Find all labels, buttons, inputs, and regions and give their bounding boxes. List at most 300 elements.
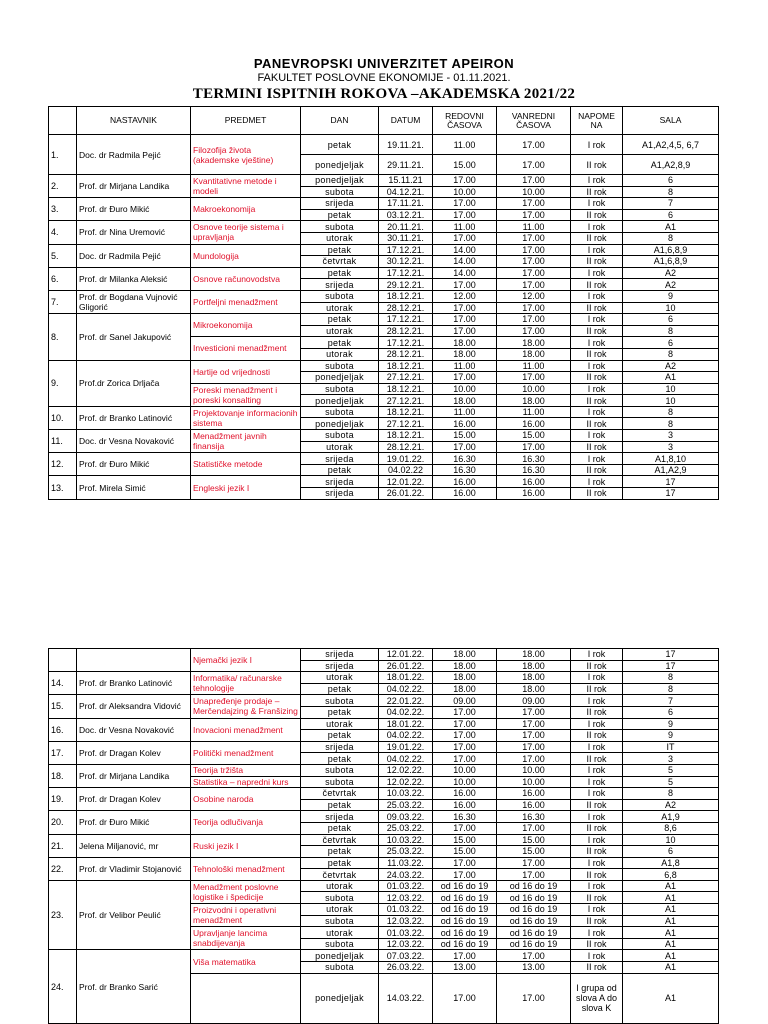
regular-time: 17.00 — [433, 325, 497, 337]
exam-term-note: I rok — [571, 135, 623, 155]
row-number: 17. — [49, 741, 77, 764]
regular-time: od 16 do 19 — [433, 880, 497, 892]
table-row — [49, 135, 719, 155]
exam-day: subota — [301, 962, 379, 974]
exam-room: A1 — [623, 892, 719, 904]
exam-room: 6 — [623, 337, 719, 349]
exam-room: IT — [623, 741, 719, 753]
regular-time: 17.00 — [433, 279, 497, 291]
exam-date: 14.03.22. — [379, 973, 433, 1023]
exam-date: 19.01.22. — [379, 453, 433, 465]
exam-date: 29.12.21. — [379, 279, 433, 291]
exam-room: A2 — [623, 360, 719, 372]
part-time-time: od 16 do 19 — [497, 880, 571, 892]
table-row — [49, 834, 719, 846]
regular-time: 16.00 — [433, 488, 497, 500]
subject-name: Ruski jezik I — [191, 834, 301, 857]
part-time-time: 10.00 — [497, 776, 571, 788]
exam-date: 28.12.21. — [379, 348, 433, 360]
exam-day: utorak — [301, 325, 379, 337]
exam-term-note: I rok — [571, 267, 623, 279]
table-row — [49, 718, 719, 730]
exam-room: A1 — [623, 938, 719, 950]
subject-name: Kvantitativne metode i modeli — [191, 175, 301, 198]
regular-time: 16.30 — [433, 453, 497, 465]
table-row — [49, 314, 719, 326]
exam-room: 8 — [623, 232, 719, 244]
subject-name: Projektovanje informacionih sistema — [191, 406, 301, 429]
row-number: 8. — [49, 314, 77, 360]
regular-time: 17.00 — [433, 950, 497, 962]
exam-room: 9 — [623, 290, 719, 302]
regular-time: 17.00 — [433, 314, 497, 326]
exam-date: 12.01.22. — [379, 649, 433, 661]
table-row — [49, 221, 719, 233]
row-number: 3. — [49, 198, 77, 221]
exam-date: 15.11.21 — [379, 175, 433, 187]
exam-day: petak — [301, 135, 379, 155]
exam-day: subota — [301, 938, 379, 950]
exam-date: 29.11.21. — [379, 155, 433, 175]
exam-date: 17.12.21. — [379, 314, 433, 326]
exam-day: petak — [301, 857, 379, 869]
exam-term-note: II rok — [571, 846, 623, 858]
row-number: 22. — [49, 857, 77, 880]
table-row — [49, 649, 719, 661]
exam-day: subota — [301, 360, 379, 372]
col-header-datum: DATUM — [379, 107, 433, 135]
exam-term-note: II rok — [571, 660, 623, 672]
exam-day: petak — [301, 464, 379, 476]
subject-name — [191, 973, 301, 1023]
exam-date: 26.03.22. — [379, 962, 433, 974]
exam-date: 03.12.21. — [379, 209, 433, 221]
exam-day: četvrtak — [301, 256, 379, 268]
part-time-time: 17.00 — [497, 857, 571, 869]
subject-name: Osnove teorije sistema i upravljanja — [191, 221, 301, 244]
table-row — [49, 857, 719, 869]
part-time-time: 16.00 — [497, 488, 571, 500]
exam-room: A2 — [623, 267, 719, 279]
row-number: 11. — [49, 430, 77, 453]
table-row — [49, 175, 719, 187]
col-header-vanredni: VANREDNI ČASOVA — [497, 107, 571, 135]
part-time-time: 17.00 — [497, 741, 571, 753]
part-time-time: 15.00 — [497, 846, 571, 858]
regular-time: od 16 do 19 — [433, 904, 497, 916]
exam-term-note: I grupa od slova A do slova K — [571, 973, 623, 1023]
exam-schedule-table-page1 — [48, 106, 719, 500]
exam-day: četvrtak — [301, 869, 379, 881]
row-number: 7. — [49, 290, 77, 313]
teacher-name: Prof. dr Branko Latinović — [77, 406, 191, 429]
col-header-sala: SALA — [623, 107, 719, 135]
exam-day: ponedjeljak — [301, 395, 379, 407]
subject-name: Menadžment javnih finansija — [191, 430, 301, 453]
subject-name: Statističke metode — [191, 453, 301, 476]
row-number: 20. — [49, 811, 77, 834]
part-time-time: 15.00 — [497, 430, 571, 442]
exam-room: 10 — [623, 395, 719, 407]
exam-day: subota — [301, 892, 379, 904]
exam-room: 17 — [623, 476, 719, 488]
row-number: 13. — [49, 476, 77, 499]
exam-room: 3 — [623, 753, 719, 765]
teacher-name: Prof. dr Milanka Aleksić — [77, 267, 191, 290]
exam-room: 6,8 — [623, 869, 719, 881]
exam-day: utorak — [301, 718, 379, 730]
row-number: 14. — [49, 672, 77, 695]
regular-time: 17.00 — [433, 753, 497, 765]
exam-day: petak — [301, 267, 379, 279]
exam-room: 10 — [623, 383, 719, 395]
exam-term-note: II rok — [571, 730, 623, 742]
exam-date: 11.03.22. — [379, 857, 433, 869]
regular-time: 10.00 — [433, 776, 497, 788]
exam-day: petak — [301, 314, 379, 326]
regular-time: od 16 do 19 — [433, 915, 497, 927]
exam-date: 04.02.22. — [379, 730, 433, 742]
exam-day: utorak — [301, 927, 379, 939]
table-row — [49, 476, 719, 488]
regular-time: 16.00 — [433, 476, 497, 488]
teacher-name: Jelena Miljanović, mr — [77, 834, 191, 857]
table-row — [49, 672, 719, 684]
row-number: 9. — [49, 360, 77, 406]
part-time-time: 18.00 — [497, 660, 571, 672]
table-row — [49, 430, 719, 442]
exam-date: 17.11.21. — [379, 198, 433, 210]
exam-date: 04.12.21. — [379, 186, 433, 198]
exam-term-note: II rok — [571, 683, 623, 695]
exam-room: 8 — [623, 788, 719, 800]
exam-term-note: I rok — [571, 314, 623, 326]
part-time-time: 18.00 — [497, 348, 571, 360]
row-number: 5. — [49, 244, 77, 267]
table-row — [49, 290, 719, 302]
exam-date: 17.12.21. — [379, 244, 433, 256]
teacher-name: Doc. dr Radmila Pejić — [77, 244, 191, 267]
row-number: 23. — [49, 880, 77, 950]
exam-date: 18.12.21. — [379, 406, 433, 418]
regular-time: 17.00 — [433, 209, 497, 221]
exam-term-note: II rok — [571, 155, 623, 175]
part-time-time: 11.00 — [497, 221, 571, 233]
part-time-time: 17.00 — [497, 314, 571, 326]
exam-term-note: I rok — [571, 880, 623, 892]
exam-date: 04.02.22 — [379, 464, 433, 476]
col-header-num — [49, 107, 77, 135]
table-row — [49, 406, 719, 418]
regular-time: 17.00 — [433, 198, 497, 210]
regular-time: 18.00 — [433, 337, 497, 349]
exam-day: srijeda — [301, 660, 379, 672]
exam-term-note: I rok — [571, 476, 623, 488]
exam-room: 8 — [623, 186, 719, 198]
exam-date: 19.11.21. — [379, 135, 433, 155]
subject-name: Engleski jezik I — [191, 476, 301, 499]
exam-day: srijeda — [301, 279, 379, 291]
exam-term-note: II rok — [571, 938, 623, 950]
exam-date: 18.12.21. — [379, 430, 433, 442]
exam-room: A1 — [623, 927, 719, 939]
part-time-time: 18.00 — [497, 683, 571, 695]
teacher-name: Prof. dr Branko Latinović — [77, 672, 191, 695]
regular-time: od 16 do 19 — [433, 938, 497, 950]
exam-date: 18.01.22. — [379, 672, 433, 684]
exam-room: 6 — [623, 846, 719, 858]
table-row — [49, 695, 719, 707]
regular-time: 17.00 — [433, 741, 497, 753]
exam-day: utorak — [301, 348, 379, 360]
part-time-time: 17.00 — [497, 973, 571, 1023]
exam-room: A1,9 — [623, 811, 719, 823]
subject-name: Osobine naroda — [191, 788, 301, 811]
subject-name: Njemački jezik I — [191, 649, 301, 672]
row-number — [49, 649, 77, 672]
exam-day: ponedjeljak — [301, 372, 379, 384]
row-number: 4. — [49, 221, 77, 244]
part-time-time: 17.00 — [497, 718, 571, 730]
exam-term-note: I rok — [571, 904, 623, 916]
row-number: 19. — [49, 788, 77, 811]
exam-day: ponedjeljak — [301, 950, 379, 962]
exam-day: petak — [301, 822, 379, 834]
regular-time: 18.00 — [433, 649, 497, 661]
part-time-time: 10.00 — [497, 764, 571, 776]
regular-time: 11.00 — [433, 135, 497, 155]
exam-day: subota — [301, 915, 379, 927]
exam-room: A1,8,10 — [623, 453, 719, 465]
exam-date: 26.01.22. — [379, 488, 433, 500]
table-row — [49, 198, 719, 210]
exam-term-note: II rok — [571, 418, 623, 430]
part-time-time: 17.00 — [497, 753, 571, 765]
exam-day: ponedjeljak — [301, 175, 379, 187]
regular-time: 18.00 — [433, 683, 497, 695]
exam-room: A1 — [623, 950, 719, 962]
regular-time: 17.00 — [433, 706, 497, 718]
table-row — [49, 267, 719, 279]
faculty-subtitle: FAKULTET POSLOVNE EKONOMIJE - 01.11.2021. — [257, 72, 511, 84]
part-time-time: od 16 do 19 — [497, 892, 571, 904]
teacher-name: Prof. dr Bogdana Vujnović Gligorić — [77, 290, 191, 313]
regular-time: 18.00 — [433, 348, 497, 360]
row-number: 12. — [49, 453, 77, 476]
regular-time: 11.00 — [433, 221, 497, 233]
exam-term-note: II rok — [571, 915, 623, 927]
exam-term-note: I rok — [571, 764, 623, 776]
teacher-name: Prof. dr Branko Sarić — [77, 950, 191, 1023]
col-header-napomena: NAPOME NA — [571, 107, 623, 135]
exam-room: 8 — [623, 418, 719, 430]
exam-day: petak — [301, 337, 379, 349]
exam-day: subota — [301, 776, 379, 788]
exam-schedule-table-page2 — [48, 648, 719, 1024]
subject-name: Poreski menadžment i poreski konsalting — [191, 383, 301, 406]
teacher-name: Prof. dr Vladimir Stojanović — [77, 857, 191, 880]
exam-day: četvrtak — [301, 834, 379, 846]
exam-room: A1,6,8,9 — [623, 256, 719, 268]
exam-room: 6 — [623, 314, 719, 326]
exam-term-note: I rok — [571, 950, 623, 962]
exam-term-note: I rok — [571, 788, 623, 800]
subject-name: Teorija odlučivanja — [191, 811, 301, 834]
regular-time: 14.00 — [433, 267, 497, 279]
exam-term-note: I rok — [571, 430, 623, 442]
exam-term-note: II rok — [571, 302, 623, 314]
exam-date: 18.01.22. — [379, 718, 433, 730]
exam-term-note: I rok — [571, 198, 623, 210]
exam-date: 22.01.22. — [379, 695, 433, 707]
exam-term-note: II rok — [571, 232, 623, 244]
table-row — [49, 360, 719, 372]
exam-room: A1,A2,8,9 — [623, 155, 719, 175]
table-row — [49, 950, 719, 962]
part-time-time: 09.00 — [497, 695, 571, 707]
exam-room: 17 — [623, 660, 719, 672]
exam-day: subota — [301, 430, 379, 442]
part-time-time: 17.00 — [497, 232, 571, 244]
part-time-time: od 16 do 19 — [497, 927, 571, 939]
subject-name: Menadžment poslovne logistike i špedicije — [191, 880, 301, 903]
exam-room: 6 — [623, 209, 719, 221]
part-time-time: 16.00 — [497, 799, 571, 811]
exam-date: 04.02.22. — [379, 683, 433, 695]
exam-day: subota — [301, 383, 379, 395]
exam-room: 8,6 — [623, 822, 719, 834]
regular-time: 16.30 — [433, 464, 497, 476]
table-row — [49, 788, 719, 800]
teacher-name: Doc. dr Vesna Novaković — [77, 718, 191, 741]
teacher-name: Prof. dr Dragan Kolev — [77, 741, 191, 764]
exam-day: subota — [301, 290, 379, 302]
exam-term-note: I rok — [571, 337, 623, 349]
exam-term-note: II rok — [571, 753, 623, 765]
exam-date: 12.03.22. — [379, 938, 433, 950]
exam-date: 25.03.22. — [379, 799, 433, 811]
regular-time: 16.30 — [433, 811, 497, 823]
exam-term-note: II rok — [571, 372, 623, 384]
exam-date: 26.01.22. — [379, 660, 433, 672]
exam-room: 17 — [623, 649, 719, 661]
subject-name: Mundologija — [191, 244, 301, 267]
teacher-name: Prof. dr Sanel Jakupović — [77, 314, 191, 360]
regular-time: 17.00 — [433, 857, 497, 869]
exam-day: srijeda — [301, 811, 379, 823]
table-row — [49, 453, 719, 465]
part-time-time: 16.30 — [497, 464, 571, 476]
exam-date: 10.03.22. — [379, 788, 433, 800]
teacher-name: Prof. dr Nina Uremović — [77, 221, 191, 244]
part-time-time: 10.00 — [497, 186, 571, 198]
exam-day: subota — [301, 186, 379, 198]
exam-room: A1,A2,9 — [623, 464, 719, 476]
exam-day: srijeda — [301, 453, 379, 465]
exam-term-note: II rok — [571, 869, 623, 881]
exam-date: 01.03.22. — [379, 880, 433, 892]
exam-day: ponedjeljak — [301, 418, 379, 430]
part-time-time: 17.00 — [497, 822, 571, 834]
regular-time: 18.00 — [433, 395, 497, 407]
exam-room: 6 — [623, 175, 719, 187]
exam-date: 30.11.21. — [379, 232, 433, 244]
exam-room: 3 — [623, 430, 719, 442]
subject-name: Informatika/ računarske tehnologije — [191, 672, 301, 695]
teacher-name: Prof. dr Đuro Mikić — [77, 453, 191, 476]
exam-room: A1 — [623, 973, 719, 1023]
teacher-name: Prof. dr Mirjana Landika — [77, 764, 191, 787]
exam-term-note: II rok — [571, 822, 623, 834]
exam-room: A1,A2,4,5, 6,7 — [623, 135, 719, 155]
regular-time: 11.00 — [433, 406, 497, 418]
exam-term-note: I rok — [571, 360, 623, 372]
exam-date: 27.12.21. — [379, 372, 433, 384]
regular-time: 17.00 — [433, 441, 497, 453]
exam-date: 09.03.22. — [379, 811, 433, 823]
part-time-time: 17.00 — [497, 244, 571, 256]
regular-time: 17.00 — [433, 822, 497, 834]
exam-day: petak — [301, 799, 379, 811]
exam-date: 12.01.22. — [379, 476, 433, 488]
exam-room: 9 — [623, 718, 719, 730]
part-time-time: 18.00 — [497, 649, 571, 661]
regular-time: 10.00 — [433, 186, 497, 198]
exam-term-note: I rok — [571, 776, 623, 788]
subject-name: Mikroekonomija — [191, 314, 301, 337]
part-time-time: 17.00 — [497, 441, 571, 453]
exam-day: srijeda — [301, 198, 379, 210]
part-time-time: 17.00 — [497, 950, 571, 962]
regular-time: 10.00 — [433, 764, 497, 776]
regular-time: 10.00 — [433, 383, 497, 395]
exam-term-note: II rok — [571, 395, 623, 407]
part-time-time: 16.00 — [497, 788, 571, 800]
exam-date: 27.12.21. — [379, 418, 433, 430]
exam-term-note: II rok — [571, 186, 623, 198]
exam-date: 19.01.22. — [379, 741, 433, 753]
exam-room: 17 — [623, 488, 719, 500]
exam-term-note: I rok — [571, 834, 623, 846]
part-time-time: od 16 do 19 — [497, 904, 571, 916]
row-number: 21. — [49, 834, 77, 857]
row-number: 1. — [49, 135, 77, 175]
regular-time: 17.00 — [433, 302, 497, 314]
table-row — [49, 741, 719, 753]
exam-term-note: I rok — [571, 406, 623, 418]
exam-date: 07.03.22. — [379, 950, 433, 962]
exam-day: petak — [301, 209, 379, 221]
exam-room: 5 — [623, 776, 719, 788]
part-time-time: 15.00 — [497, 834, 571, 846]
exam-date: 12.03.22. — [379, 915, 433, 927]
regular-time: 18.00 — [433, 672, 497, 684]
exam-day: ponedjeljak — [301, 155, 379, 175]
exam-day: petak — [301, 706, 379, 718]
exam-room: 6 — [623, 706, 719, 718]
part-time-time: 17.00 — [497, 302, 571, 314]
exam-day: petak — [301, 753, 379, 765]
part-time-time: 16.30 — [497, 811, 571, 823]
exam-date: 01.03.22. — [379, 904, 433, 916]
exam-term-note: I rok — [571, 453, 623, 465]
subject-name: Viša matematika — [191, 950, 301, 973]
part-time-time: 17.00 — [497, 175, 571, 187]
exam-day: utorak — [301, 232, 379, 244]
regular-time: 15.00 — [433, 430, 497, 442]
part-time-time: 17.00 — [497, 209, 571, 221]
teacher-name: Prof. dr Aleksandra Vidović — [77, 695, 191, 718]
